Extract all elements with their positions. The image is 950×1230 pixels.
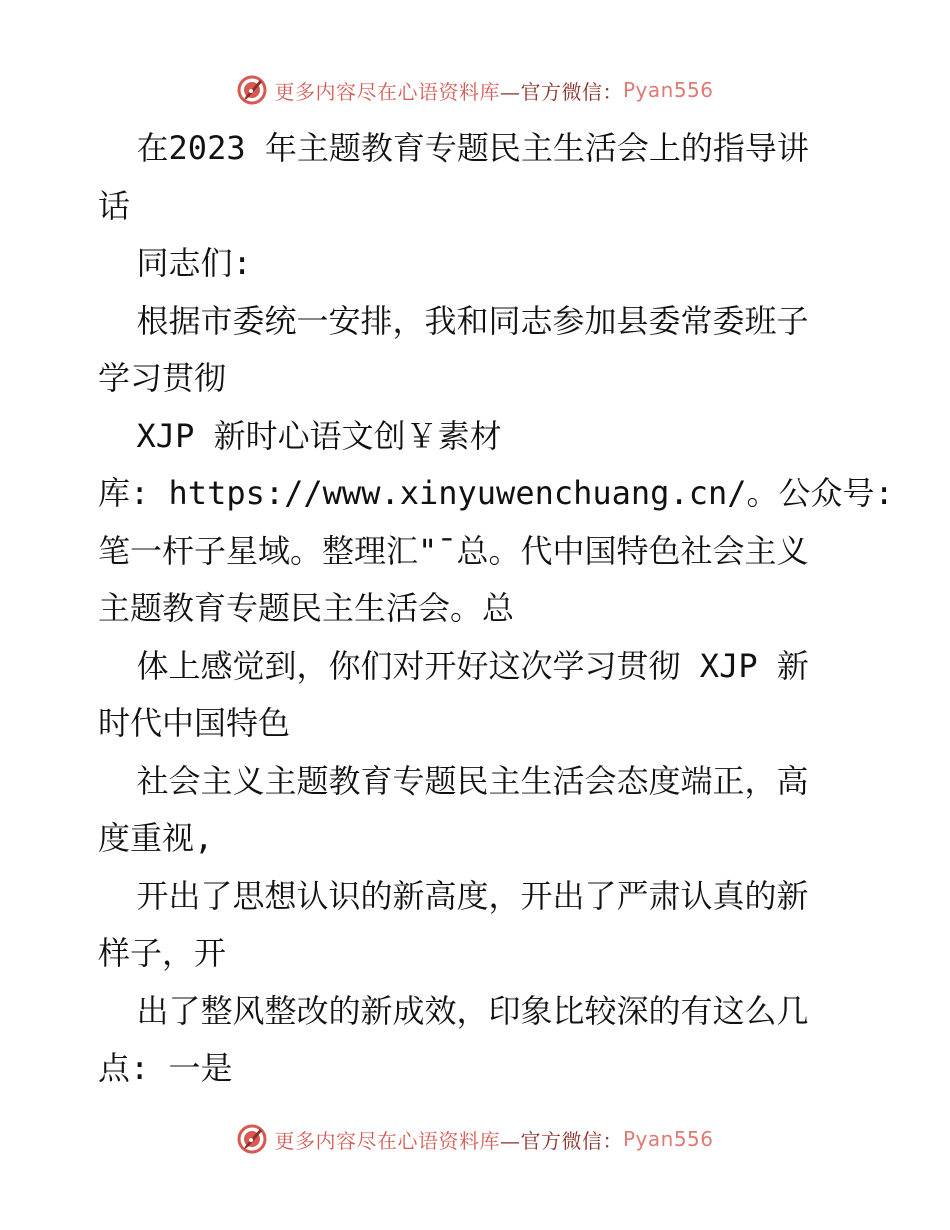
text-line: 点: 一是 (98, 1049, 233, 1087)
text-line: 学习贯彻 (98, 359, 227, 397)
text-line: 主题教育专题民主生活会。总 (98, 589, 515, 627)
text-line: 话 (98, 186, 131, 225)
text-line: 在2023 年主题教育专题民主生活会上的指导讲 (98, 129, 809, 167)
text-line: 根据市委统一安排，我和同志参加县委常委班子 (98, 301, 809, 340)
header-wechat-text: —官方微信： (499, 79, 623, 104)
footer-account-text: Pyan556 (622, 1127, 714, 1151)
text-line: XJP 新时心语文创￥素材 (98, 416, 502, 455)
text-line: 笔一杆子星域。整理汇"¯总。代中国特色社会主义 (98, 531, 809, 570)
text-line: 社会主义主题教育专题民主生活会态度端正，高 (98, 761, 809, 800)
header-account-text: Pyan556 (622, 78, 714, 102)
document-body (98, 120, 894, 1098)
text-line: 同志们: (98, 244, 252, 282)
text-line: 时代中国特色 (98, 704, 291, 742)
text-line: 样子，开 (98, 934, 227, 972)
quill-pen-circle-icon (236, 74, 268, 106)
text-line: 度重视, (98, 819, 214, 857)
header-site-text: 更多内容尽在心语资料库 (274, 79, 500, 104)
quill-pen-circle-icon (236, 1123, 268, 1155)
footer-watermark-banner (0, 1119, 950, 1159)
footer-site-text: 更多内容尽在心语资料库 (274, 1128, 500, 1153)
text-line: 体上感觉到，你们对开好这次学习贯彻 XJP 新 (98, 646, 809, 685)
text-line: 开出了思想认识的新高度，开出了严肃认真的新 (98, 876, 809, 915)
header-watermark-banner (0, 70, 950, 110)
footer-wechat-text: —官方微信： (499, 1128, 623, 1153)
text-line: 出了整风整改的新成效，印象比较深的有这么几 (98, 991, 809, 1030)
text-line: 库: https://www.xinyuwenchuang.cn/。公众号: (98, 474, 894, 512)
